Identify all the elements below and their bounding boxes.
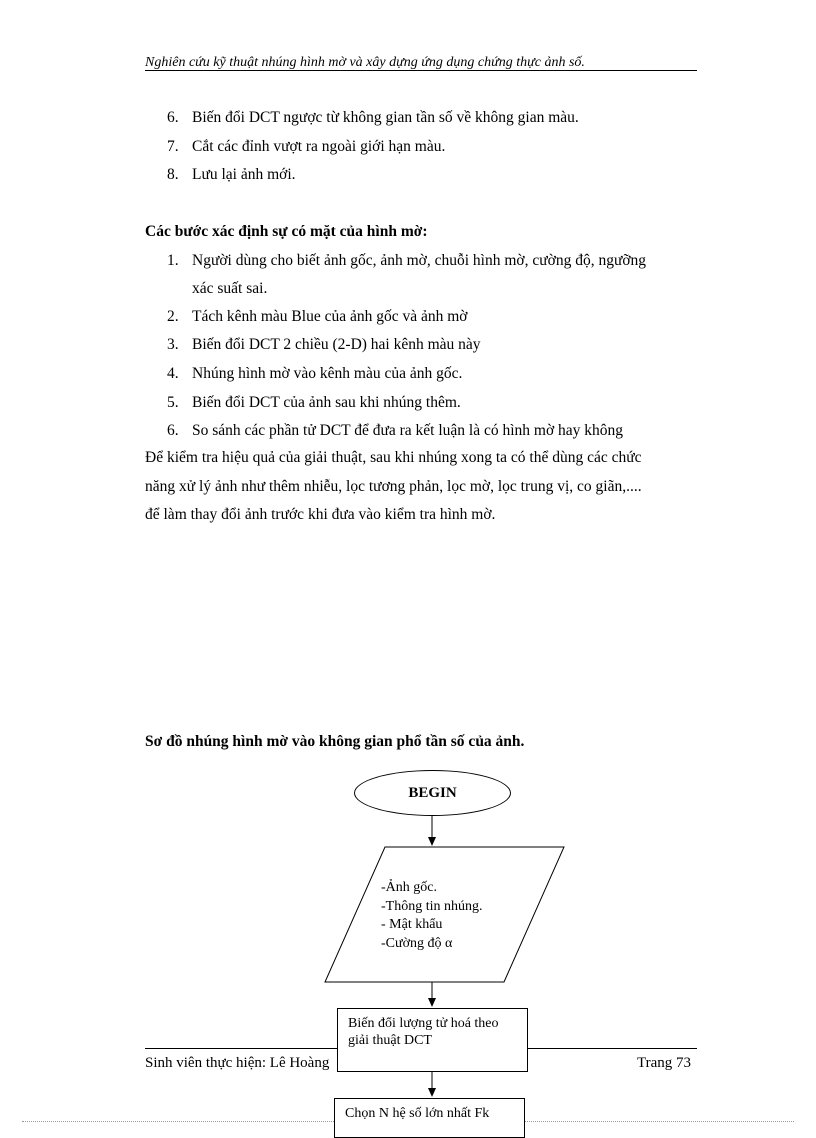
- process-label: Biến đổi lượng tử hoá theo giải thuật DCT: [348, 1016, 499, 1048]
- paragraph-line: để làm thay đổi ảnh trước khi đưa vào kiểm tra hình mờ.: [145, 506, 496, 523]
- list-text: Cắt các đỉnh vượt ra ngoài giới hạn màu.: [192, 138, 446, 155]
- process-label: Chọn N hệ số lớn nhất Fk: [345, 1106, 490, 1121]
- list-text: Người dùng cho biết ảnh gốc, ảnh mờ, chuỗi hình mờ, cường độ, ngưỡng: [192, 252, 647, 269]
- running-header: Nghiên cứu kỹ thuật nhúng hình mờ và xây dựng ứng dụng chứng thực ảnh số.: [145, 55, 585, 70]
- list-number: 2.: [167, 308, 179, 325]
- input-line: - Mật khẩu: [381, 917, 443, 932]
- list-number: 4.: [167, 365, 179, 382]
- list-text: Nhúng hình mờ vào kênh màu của ảnh gốc.: [192, 365, 463, 382]
- diagram-heading: Sơ đồ nhúng hình mờ vào không gian phổ tần số của ảnh.: [145, 733, 525, 750]
- list-text: Biến đổi DCT của ảnh sau khi nhúng thêm.: [192, 394, 461, 411]
- section-heading: Các bước xác định sự có mặt của hình mờ:: [145, 223, 428, 240]
- list-text: Biến đổi DCT ngược từ không gian tần số về không gian màu.: [192, 109, 579, 126]
- list-number: 7.: [167, 138, 179, 155]
- page-number: Trang 73: [637, 1055, 692, 1071]
- input-line: -Thông tin nhúng.: [381, 898, 483, 914]
- arrow-begin-to-input: [428, 816, 436, 846]
- paragraph-line: năng xử lý ảnh như thêm nhiễu, lọc tương phản, lọc mờ, lọc trung vị, co giãn,....: [145, 478, 642, 495]
- process-box-select-coefficients: [334, 1098, 525, 1138]
- list-number: 6.: [167, 422, 179, 439]
- paragraph-line: Để kiểm tra hiệu quả của giải thuật, sau khi nhúng xong ta có thể dùng các chức: [145, 449, 642, 466]
- begin-label: BEGIN: [408, 784, 457, 801]
- list-text: Biến đổi DCT 2 chiều (2-D) hai kênh màu này: [192, 336, 481, 353]
- input-line: -Cường độ α: [381, 935, 453, 951]
- input-data-text: [381, 879, 483, 953]
- arrow-box1-to-box2: [428, 1072, 436, 1097]
- list-text: Lưu lại ảnh mới.: [192, 166, 296, 183]
- list-text: xác suất sai.: [192, 280, 268, 297]
- list-number: 6.: [167, 109, 179, 126]
- process-box-dct-quantize: [337, 1008, 528, 1072]
- list-number: 1.: [167, 252, 179, 269]
- list-number: 3.: [167, 336, 179, 353]
- list-text: So sánh các phần tử DCT để đưa ra kết luận là có hình mờ hay không: [192, 422, 624, 439]
- footer-author: Sinh viên thực hiện: Lê Hoàng: [145, 1055, 330, 1071]
- input-line: -Ảnh gốc.: [381, 880, 437, 895]
- list-text: Tách kênh màu Blue của ảnh gốc và ảnh mờ: [192, 308, 468, 325]
- list-number: 8.: [167, 166, 179, 183]
- arrow-input-to-box1: [428, 982, 436, 1007]
- list-number: 5.: [167, 394, 179, 411]
